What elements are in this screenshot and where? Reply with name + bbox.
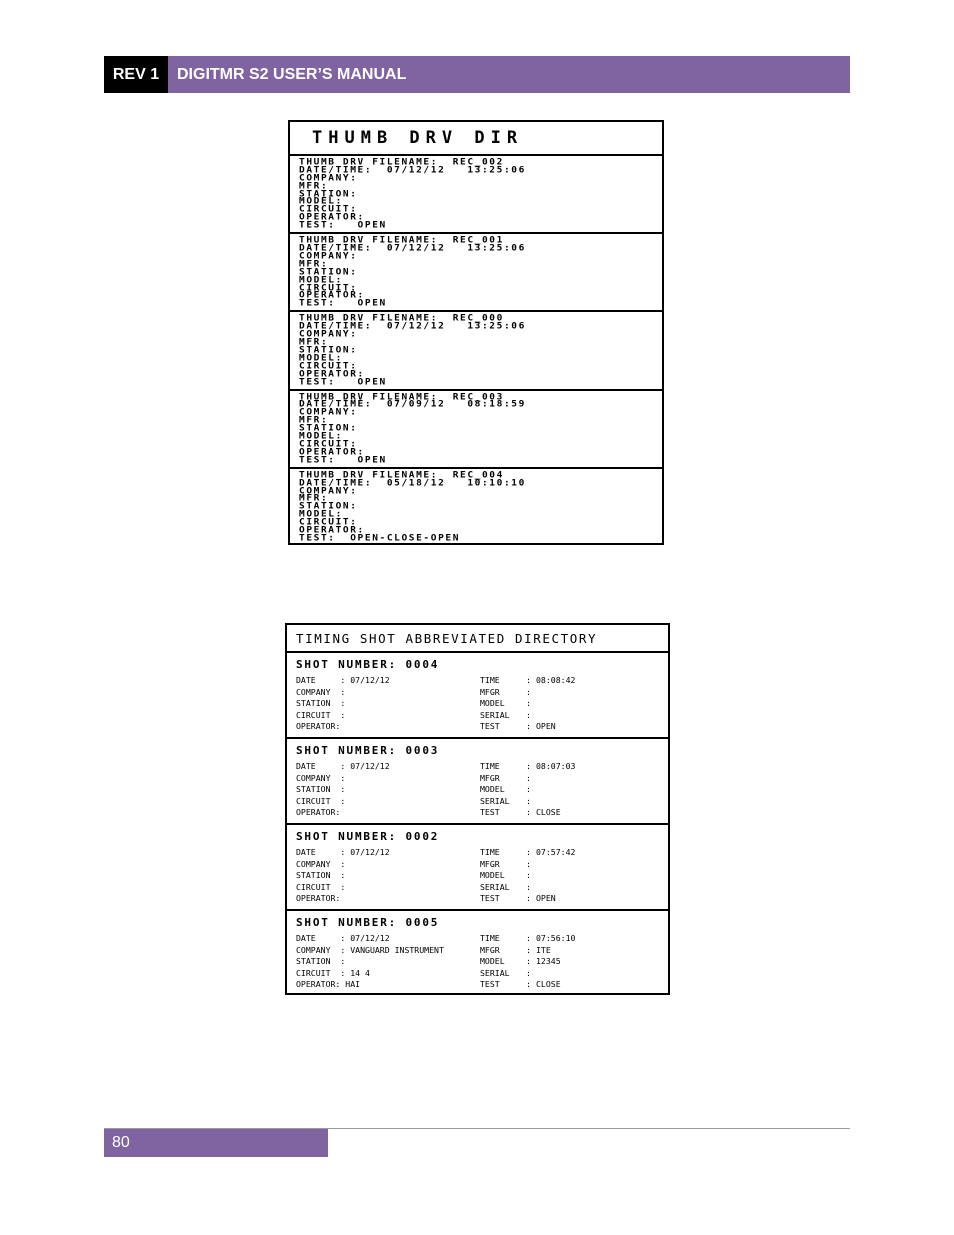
thumb-record-line: STATION: (299, 266, 358, 278)
shot-right-value: 08:07:03 (536, 761, 576, 771)
shot-left-field: DATE : 07/12/12 (296, 761, 390, 771)
shot-right-colon: : (526, 698, 531, 708)
manual-title: DIGITMR S2 USER’S MANUAL (168, 56, 850, 93)
page-header (104, 56, 850, 93)
shot-right-colon: : (526, 807, 531, 817)
shot-field-row (296, 882, 656, 894)
shot-right-colon: : (526, 721, 531, 731)
thumb-record-line: MODEL: (299, 352, 343, 364)
shot-field-row (296, 761, 656, 773)
shot-left-field: DATE : 07/12/12 (296, 933, 390, 943)
thumb-record (290, 312, 662, 390)
shot-left-field: COMPANY : VANGUARD INSTRUMENT (296, 944, 444, 955)
shot-field-row (296, 945, 656, 957)
shot-number-heading: SHOT NUMBER: 0005 (296, 916, 440, 929)
thumb-record-line: CIRCUIT: (299, 360, 358, 372)
shot-left-field: STATION : (296, 956, 346, 966)
thumb-record-line: COMPANY: (299, 407, 358, 418)
shot-field-row (296, 784, 656, 796)
shot-right-label: MFGR (480, 772, 500, 783)
shot-right-colon: : (526, 944, 531, 955)
shot-right-label: SERIAL (480, 881, 510, 892)
thumb-record-line: MFR: (299, 180, 329, 192)
thumb-record-line: STATION: (299, 501, 358, 512)
revision-label: REV 1 (104, 56, 168, 93)
shot-record (287, 911, 668, 997)
thumb-record-line: STATION: (299, 345, 358, 356)
thumb-dir-title: THUMB DRV DIR (290, 122, 662, 156)
shot-field-row (296, 933, 656, 945)
thumb-record-line: OPERATOR: (299, 525, 365, 536)
shot-left-field: OPERATOR: (296, 807, 341, 817)
thumb-record-line: OPERATOR: (299, 368, 365, 380)
page-number: 80 (104, 1129, 328, 1157)
thumb-record-line: TEST: OPEN (299, 220, 387, 231)
shot-right-label: MODEL (480, 870, 505, 880)
thumb-record-line: CIRCUIT: (299, 517, 358, 528)
shot-left-field: DATE : 07/12/12 (296, 675, 390, 685)
shot-right-value: OPEN (536, 893, 556, 903)
shot-right-colon: : (526, 709, 531, 720)
thumb-record-line: DATE/TIME: 07/12/12 13:25:06 (299, 164, 526, 176)
shot-field-row (296, 721, 656, 733)
thumb-record-line: CIRCUIT: (299, 439, 358, 450)
shot-right-value: 08:08:42 (536, 675, 576, 685)
shot-left-field: CIRCUIT : 14 4 (296, 967, 370, 978)
shot-left-field: CIRCUIT : (296, 709, 346, 720)
shot-left-field: CIRCUIT : (296, 881, 346, 892)
thumb-record-line: COMPANY: (299, 172, 358, 184)
shot-right-label: MODEL (480, 956, 505, 966)
thumb-record-line: MODEL: (299, 196, 343, 208)
shot-right-value: ITE (536, 944, 551, 955)
shot-right-label: SERIAL (480, 967, 510, 978)
shot-right-value: OPEN (536, 721, 556, 731)
shot-left-field: DATE : 07/12/12 (296, 847, 390, 857)
thumb-record-line: STATION: (299, 423, 358, 434)
shot-field-row (296, 859, 656, 871)
shot-right-colon: : (526, 881, 531, 892)
shot-right-label: TIME (480, 847, 500, 857)
shot-right-label: SERIAL (480, 795, 510, 806)
shot-right-value: CLOSE (536, 807, 561, 817)
shot-right-label: MFGR (480, 686, 500, 697)
shot-left-field: OPERATOR: (296, 893, 341, 903)
shot-left-field: COMPANY : (296, 858, 346, 869)
shot-right-label: MODEL (480, 784, 505, 794)
shot-right-label: MFGR (480, 944, 500, 955)
thumb-record-line: COMPANY: (299, 329, 358, 340)
thumb-record-line: OPERATOR: (299, 290, 365, 301)
shot-right-value: CLOSE (536, 979, 561, 989)
shot-right-label: TEST (480, 893, 500, 903)
thumb-record-line: TEST: OPEN (299, 298, 387, 309)
thumb-record (290, 234, 662, 312)
shot-record (287, 653, 668, 739)
thumb-record-line: MFR: (299, 415, 329, 426)
thumb-record-line: STATION: (299, 188, 358, 200)
shot-right-label: SERIAL (480, 709, 510, 720)
shot-field-row (296, 807, 656, 819)
thumb-record-line: MFR: (299, 493, 329, 504)
thumb-record (290, 391, 662, 469)
shot-right-colon: : (526, 761, 531, 771)
shot-right-colon: : (526, 858, 531, 869)
shot-field-row (296, 675, 656, 687)
thumb-record-line: THUMB DRV FILENAME: REC_004 (299, 469, 504, 481)
shot-field-row (296, 968, 656, 980)
shot-left-field: OPERATOR: (296, 721, 341, 731)
thumb-record-line: COMPANY: (299, 485, 358, 497)
shot-right-value: 07:56:10 (536, 933, 576, 943)
thumb-record-line: CIRCUIT: (299, 204, 358, 215)
shot-right-label: TIME (480, 933, 500, 943)
shot-right-colon: : (526, 784, 531, 794)
thumb-drive-directory-printout (288, 120, 664, 545)
shot-right-colon: : (526, 933, 531, 943)
shot-right-colon: : (526, 686, 531, 697)
shot-field-row (296, 870, 656, 882)
shot-field-row (296, 796, 656, 808)
shot-right-label: TEST (480, 721, 500, 731)
thumb-record-line: MODEL: (299, 431, 343, 442)
shot-right-colon: : (526, 847, 531, 857)
shot-left-field: COMPANY : (296, 686, 346, 697)
shot-field-row (296, 698, 656, 710)
shot-right-colon: : (526, 956, 531, 966)
thumb-record-line: THUMB DRV FILENAME: REC_000 (299, 313, 504, 324)
shot-field-row (296, 893, 656, 905)
shot-right-colon: : (526, 979, 531, 989)
shot-right-value: 07:57:42 (536, 847, 576, 857)
shot-field-row (296, 979, 656, 991)
thumb-record-line: DATE/TIME: 07/12/12 13:25:06 (299, 321, 526, 332)
thumb-record-line: OPERATOR: (299, 446, 365, 458)
thumb-record-line: COMPANY: (299, 251, 358, 262)
thumb-record-line: THUMB DRV FILENAME: REC_003 (299, 391, 504, 403)
thumb-record-line: MODEL: (299, 274, 343, 286)
shot-left-field: CIRCUIT : (296, 795, 346, 806)
shot-right-colon: : (526, 870, 531, 880)
shot-right-label: MODEL (480, 698, 505, 708)
shot-right-colon: : (526, 675, 531, 685)
shot-field-row (296, 710, 656, 722)
shot-right-label: TEST (480, 979, 500, 989)
timing-dir-title: TIMING SHOT ABBREVIATED DIRECTORY (287, 625, 668, 653)
shot-right-label: TEST (480, 807, 500, 817)
shot-field-row (296, 687, 656, 699)
thumb-record-line: DATE/TIME: 07/12/12 13:25:06 (299, 243, 526, 254)
shot-number-heading: SHOT NUMBER: 0003 (296, 744, 440, 757)
shot-right-colon: : (526, 772, 531, 783)
thumb-record-line: THUMB DRV FILENAME: REC_001 (299, 235, 504, 246)
thumb-record-line: DATE/TIME: 07/09/12 08:18:59 (299, 399, 526, 411)
shot-right-label: TIME (480, 675, 500, 685)
thumb-record-line: TEST: OPEN (299, 376, 387, 388)
shot-right-colon: : (526, 795, 531, 806)
shot-record (287, 739, 668, 825)
thumb-record (290, 156, 662, 234)
shot-right-value: 12345 (536, 956, 561, 966)
shot-right-colon: : (526, 893, 531, 903)
shot-left-field: STATION : (296, 698, 346, 708)
thumb-record-line: CIRCUIT: (299, 282, 358, 294)
shot-field-row (296, 773, 656, 785)
thumb-record-line: MODEL: (299, 509, 343, 520)
shot-field-row (296, 956, 656, 968)
thumb-record-line: TEST: OPEN (299, 454, 387, 466)
shot-number-heading: SHOT NUMBER: 0002 (296, 830, 440, 843)
timing-shot-directory-printout (285, 623, 670, 995)
thumb-record-line: TEST: OPEN-CLOSE-OPEN (299, 532, 461, 544)
shot-record (287, 825, 668, 911)
shot-left-field: COMPANY : (296, 772, 346, 783)
thumb-record-line: THUMB DRV FILENAME: REC_002 (299, 157, 504, 168)
thumb-record-line: DATE/TIME: 05/18/12 10:10:10 (299, 477, 526, 489)
shot-right-colon: : (526, 967, 531, 978)
thumb-record-line: MFR: (299, 258, 329, 270)
shot-left-field: STATION : (296, 870, 346, 880)
shot-number-heading: SHOT NUMBER: 0004 (296, 658, 440, 671)
thumb-record-line: MFR: (299, 337, 329, 348)
shot-left-field: OPERATOR: HAI (296, 979, 361, 989)
thumb-record (290, 469, 662, 547)
shot-left-field: STATION : (296, 784, 346, 794)
shot-right-label: MFGR (480, 858, 500, 869)
shot-right-label: TIME (480, 761, 500, 771)
shot-field-row (296, 847, 656, 859)
thumb-record-line: OPERATOR: (299, 212, 365, 223)
